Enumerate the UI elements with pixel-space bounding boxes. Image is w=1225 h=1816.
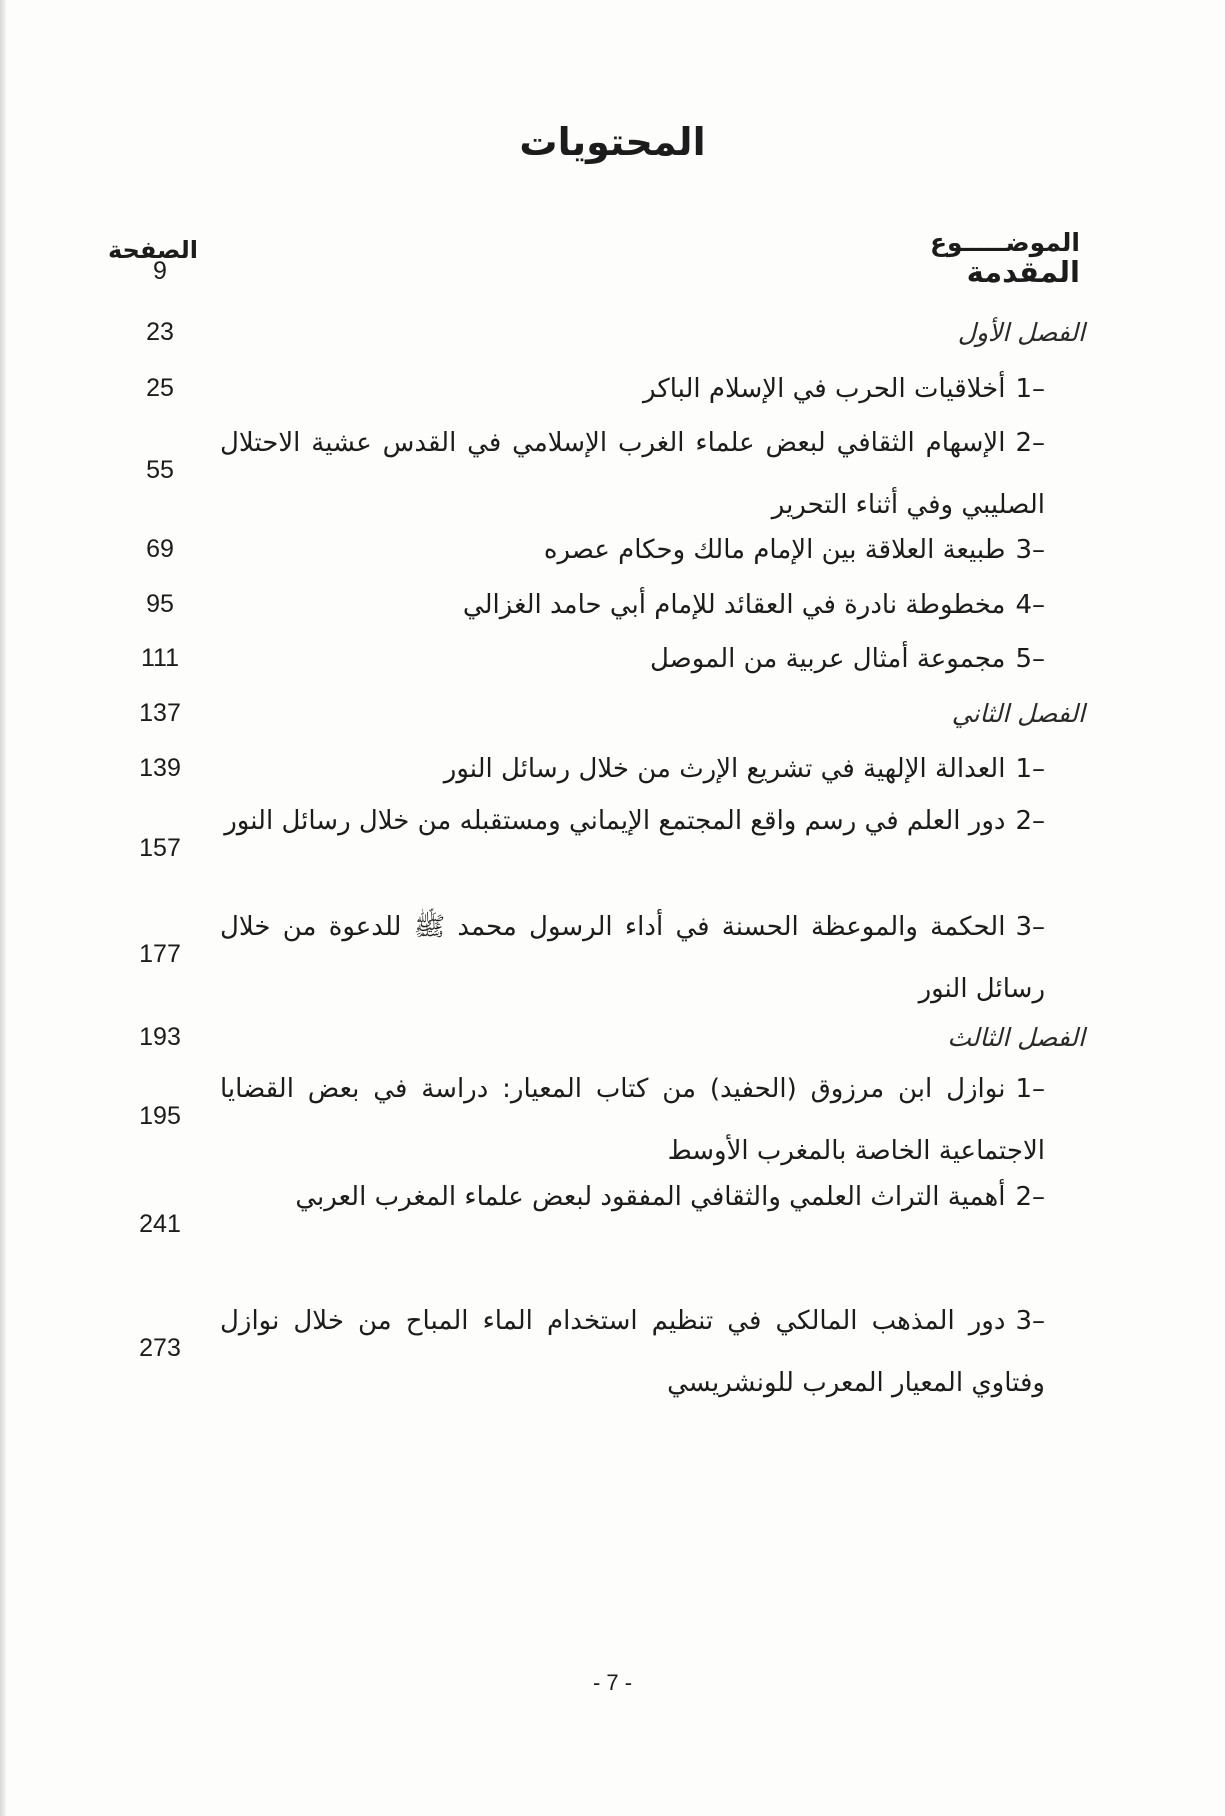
toc-entry-text (220, 896, 1045, 1020)
entry-number: 1– (1015, 754, 1045, 784)
toc-entry-text (220, 358, 1045, 420)
toc-entry-text (220, 1058, 1045, 1182)
toc-page-number: 55 (146, 456, 174, 484)
toc-entry-text (220, 574, 1045, 636)
entry-title: نوازل ابن مرزوق (الحفيد) من كتاب المعيار: دراسة في بعض القضايا الاجتماعية الخاصة بالمغرب الأوسط (220, 1074, 1045, 1166)
chapter-heading: الفصل الأول (957, 318, 1085, 347)
entry-title: طبيعة العلاقة بين الإمام مالك وحكام عصره (543, 535, 1006, 565)
entry-title: دور المذهب المالكي في تنظيم استخدام الماء المباح من خلال نوازل وفتاوي المعيار المعرب للونشريسي (220, 1306, 1045, 1398)
toc-page-number: 177 (139, 940, 181, 968)
entry-number: 3– (1015, 912, 1045, 942)
entry-number: 4– (1015, 590, 1045, 620)
entry-title: مخطوطة نادرة في العقائد للإمام أبي حامد الغزالي (462, 590, 1006, 620)
page-column-header: الصفحة (108, 236, 199, 264)
entry-number: 1– (1015, 1074, 1045, 1104)
entry-number: 2– (1015, 806, 1045, 836)
toc-page-number: 111 (140, 644, 179, 672)
toc-entry-text (220, 519, 1045, 581)
toc-entry-text (220, 628, 1045, 690)
page-number-footer: - 7 - (592, 1670, 633, 1695)
toc-page-number: 241 (139, 1210, 181, 1238)
entry-title: مجموعة أمثال عربية من الموصل (649, 644, 1006, 674)
toc-entry-text (220, 790, 1045, 852)
toc-page-number: 139 (139, 754, 181, 782)
entry-number: 5– (1015, 644, 1045, 674)
toc-page-number: 69 (146, 535, 174, 563)
page-title: المحتويات (519, 120, 706, 164)
toc-entry-text (220, 412, 1045, 536)
toc-page-number: 157 (139, 834, 181, 862)
entry-title: أهمية التراث العلمي والثقافي المفقود لبعض علماء المغرب العربي (295, 1182, 1006, 1212)
topic-column-header: الموضـــــوع (929, 228, 1080, 257)
chapter-heading: الفصل الثاني (951, 699, 1085, 728)
entry-title: أخلاقيات الحرب في الإسلام الباكر (642, 374, 1006, 404)
toc-entry-text: المقدمة (966, 255, 1080, 289)
entry-number: 2– (1015, 1182, 1045, 1212)
entry-number: 1– (1015, 374, 1045, 404)
entry-title: الحكمة والموعظة الحسنة في أداء الرسول محمد ﷺ للدعوة من خلال رسائل النور (220, 912, 1045, 1004)
toc-page-number: 95 (146, 590, 174, 618)
toc-page-number: 195 (139, 1102, 181, 1130)
entry-title: العدالة الإلهية في تشريع الإرث من خلال رسائل النور (443, 754, 1006, 784)
toc-page-number: 273 (139, 1334, 181, 1362)
toc-entry-text (220, 1290, 1045, 1414)
page-edge (0, 0, 6, 1816)
toc-entry-text (220, 1166, 1045, 1228)
toc-page-number: 193 (139, 1023, 181, 1051)
entry-number: 3– (1015, 535, 1045, 565)
toc-page-number: 9 (153, 257, 167, 285)
entry-number: 3– (1015, 1306, 1045, 1336)
entry-title: دور العلم في رسم واقع المجتمع الإيماني ومستقبله من خلال رسائل النور (224, 806, 1006, 836)
toc-page-number: 137 (139, 699, 181, 727)
toc-page-number: 23 (146, 318, 174, 346)
toc-page-number: 25 (146, 374, 174, 402)
entry-number: 2– (1015, 428, 1045, 458)
entry-title: الإسهام الثقافي لبعض علماء الغرب الإسلامي في القدس عشية الاحتلال الصليبي وفي أثناء التحرير (220, 428, 1045, 520)
chapter-heading: الفصل الثالث (947, 1023, 1085, 1052)
